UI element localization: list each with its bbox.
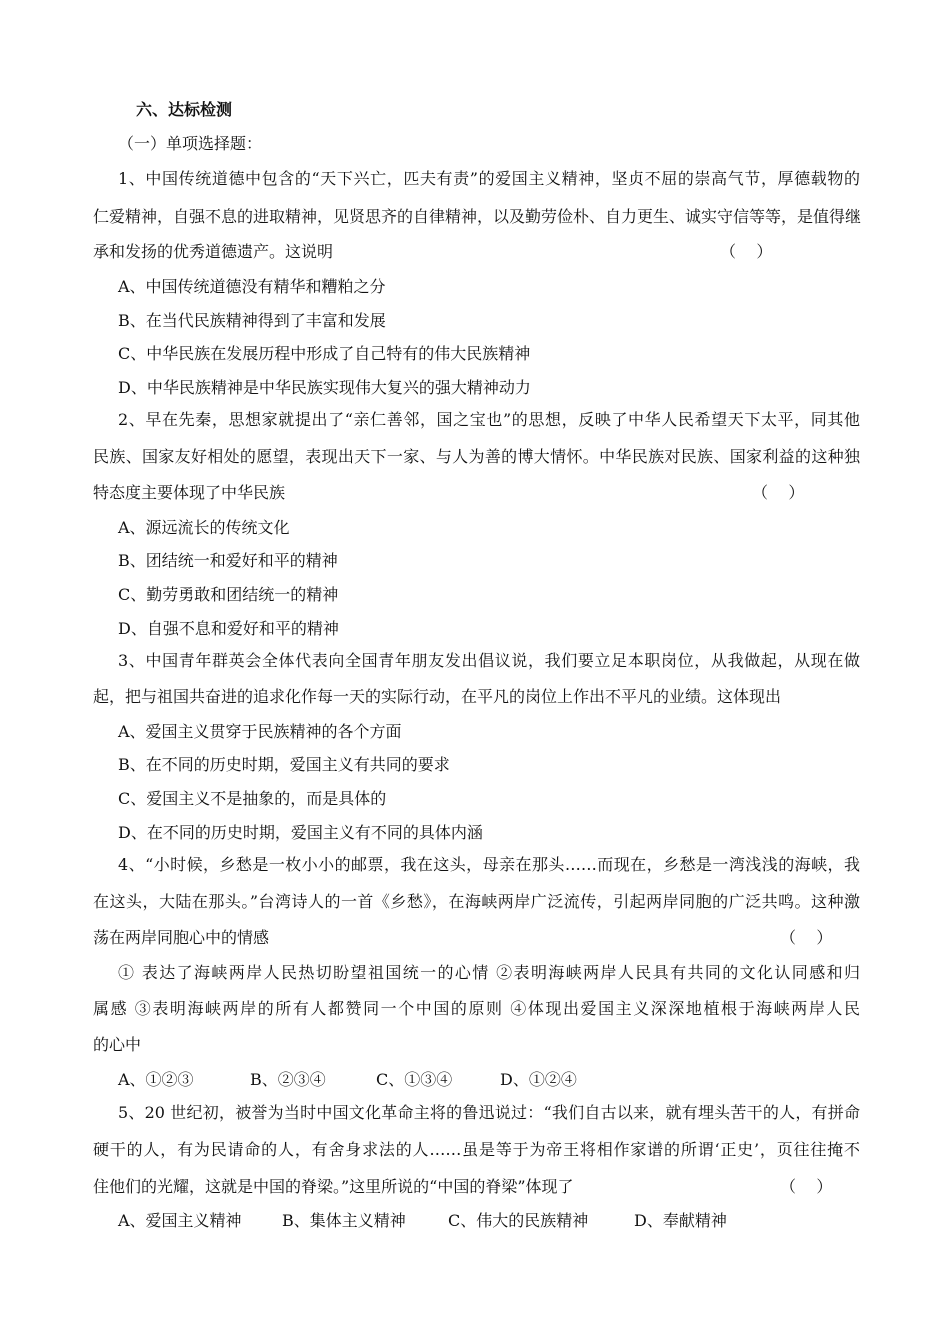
option-b: B、在当代民族精神得到了丰富和发展 xyxy=(118,311,386,330)
option-a: A、①②③ xyxy=(118,1070,194,1089)
option-d: D、①②④ xyxy=(500,1070,577,1089)
option-a: A、中国传统道德没有精华和糟粕之分 xyxy=(118,277,386,296)
question-3-stem-line: 起，把与祖国共奋进的追求化作每一天的实际行动，在平凡的岗位上作出不平凡的业绩。这体现出 xyxy=(93,687,782,706)
option-d: D、自强不息和爱好和平的精神 xyxy=(118,619,339,638)
question-3-stem-line: 3、中国青年群英会全体代表向全国青年朋友发出倡议说，我们要立足本职岗位，从我做起，从现在做 xyxy=(118,651,860,670)
question-2-stem-line: 民族、国家友好相处的愿望，表现出天下一家、与人为善的博大情怀。中华民族对民族、国家利益的这种独 xyxy=(93,447,860,466)
option-c: C、中华民族在发展历程中形成了自己特有的伟大民族精神 xyxy=(118,344,531,363)
option-a: A、爱国主义精神 xyxy=(118,1211,242,1230)
option-c: C、勤劳勇敢和团结统一的精神 xyxy=(118,585,339,604)
question-5-stem-line: 住他们的光耀，这就是中国的脊梁。”这里所说的“中国的脊梁”体现了 xyxy=(93,1177,574,1196)
section-title: 六、达标检测 xyxy=(136,100,233,119)
option-b: B、集体主义精神 xyxy=(282,1211,406,1230)
question-4-statements-line: 属感 ③表明海峡两岸的所有人都赞同一个中国的原则 ④体现出爱国主义深深地植根于海峡两岸人民 xyxy=(93,999,860,1018)
option-b: B、②③④ xyxy=(250,1070,326,1089)
option-d: D、在不同的历史时期，爱国主义有不同的具体内涵 xyxy=(118,823,483,842)
option-b: B、团结统一和爱好和平的精神 xyxy=(118,551,338,570)
option-b: B、在不同的历史时期，爱国主义有共同的要求 xyxy=(118,755,450,774)
question-4-statements-line: ① 表达了海峡两岸人民热切盼望祖国统一的心情 ②表明海峡两岸人民具有共同的文化认同感和归 xyxy=(118,963,860,982)
question-5-stem-line: 硬干的人，有为民请命的人，有舍身求法的人……虽是等于为帝王将相作家谱的所谓‘正史’，页往往掩不 xyxy=(93,1140,860,1159)
option-c: C、爱国主义不是抽象的，而是具体的 xyxy=(118,789,387,808)
answer-paren: （ ） xyxy=(780,928,833,947)
question-1-stem-line: 仁爱精神，自强不息的进取精神，见贤思齐的自律精神，以及勤劳俭朴、自力更生、诚实守信等等，是值得继 xyxy=(93,207,862,226)
subsection-title: （一）单项选择题： xyxy=(118,134,263,153)
option-a: A、爱国主义贯穿于民族精神的各个方面 xyxy=(118,722,402,741)
option-c: C、①③④ xyxy=(376,1070,453,1089)
option-c: C、伟大的民族精神 xyxy=(448,1211,589,1230)
answer-paren: （ ） xyxy=(780,1177,833,1196)
answer-paren: （ ） xyxy=(752,483,805,502)
question-2-stem-line: 特态度主要体现了中华民族 xyxy=(93,483,286,502)
question-4-stem-line: 在这头，大陆在那头。”台湾诗人的一首《乡愁》，在海峡两岸广泛流传，引起两岸同胞的广泛共鸣。这种激 xyxy=(93,892,860,911)
option-a: A、源远流长的传统文化 xyxy=(118,518,290,537)
option-d: D、中华民族精神是中华民族实现伟大复兴的强大精神动力 xyxy=(118,378,531,397)
question-2-stem-line: 2、早在先秦，思想家就提出了“亲仁善邻，国之宝也”的思想，反映了中华人民希望天下太平，同其他 xyxy=(118,410,860,429)
question-4-stem-line: 4、“小时候，乡愁是一枚小小的邮票，我在这头，母亲在那头……而现在，乡愁是一湾浅浅的海峡，我 xyxy=(118,855,860,874)
question-1-stem-line: 1、中国传统道德中包含的“天下兴亡，匹夫有责”的爱国主义精神，坚贞不屈的崇高气节，厚德载物的 xyxy=(118,169,860,188)
option-d: D、奉献精神 xyxy=(634,1211,727,1230)
question-4-statements-line: 的心中 xyxy=(93,1035,142,1054)
question-1-stem-line: 承和发扬的优秀道德遗产。这说明 xyxy=(93,242,334,261)
question-4-stem-line: 荡在两岸同胞心中的情感 xyxy=(93,928,270,947)
question-5-stem-line: 5、20 世纪初，被誉为当时中国文化革命主将的鲁迅说过：“我们自古以来，就有埋头苦干的人，有拼命 xyxy=(118,1103,860,1122)
answer-paren: （ ） xyxy=(720,242,773,261)
